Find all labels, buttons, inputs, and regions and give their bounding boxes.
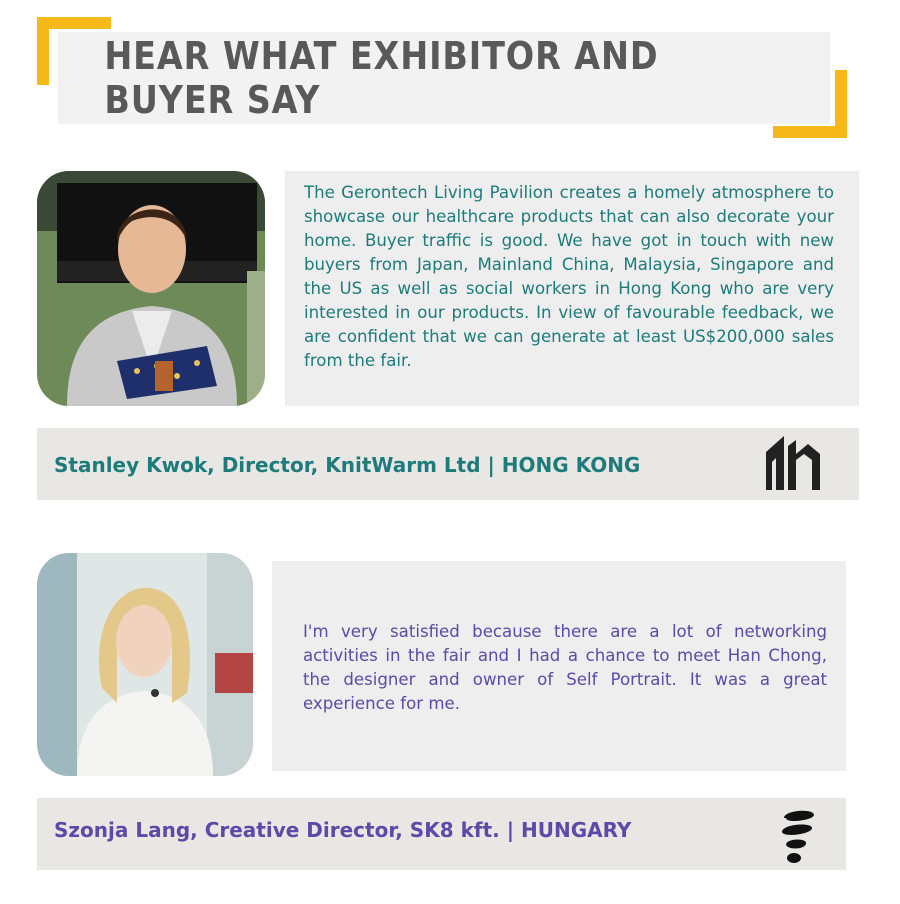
testimonial-photo-szonja [37, 553, 253, 776]
testimonial-quote: I'm very satisfied because there are a lot of networking activities in the fair and I had a chance to meet Han Chong, the designer and owner of Self Portrait. It was a great experience for me. [303, 622, 827, 713]
sk8-logo-icon [778, 806, 820, 866]
corner-accent-top-left-v [37, 17, 49, 85]
portrait-man-image [37, 171, 265, 406]
page-title: HEAR WHAT EXHIBITOR AND BUYER SAY [104, 34, 659, 122]
testimonial-photo-stanley [37, 171, 265, 406]
testimonial-attribution: Szonja Lang, Creative Director, SK8 kft. | HUNGARY [54, 818, 632, 842]
testimonial-attribution: Stanley Kwok, Director, KnitWarm Ltd | HONG KONG [54, 453, 641, 477]
corner-accent-bottom-right-v [835, 70, 847, 138]
knitwarm-logo-icon [762, 430, 822, 492]
testimonial-quote: The Gerontech Living Pavilion creates a homely atmosphere to showcase our healthcare products that can also decorate your home. Buyer traffic is good. We have got in touch with new buyers from Japan, Mainland China, Malaysia, Singapore and the US as well as social workers in Hong Kong who are very interested in our products. In view of favourable feedback, we are confident that we can generate at least US$200,000 sales from the fair. [304, 183, 834, 370]
portrait-woman-image [37, 553, 253, 776]
